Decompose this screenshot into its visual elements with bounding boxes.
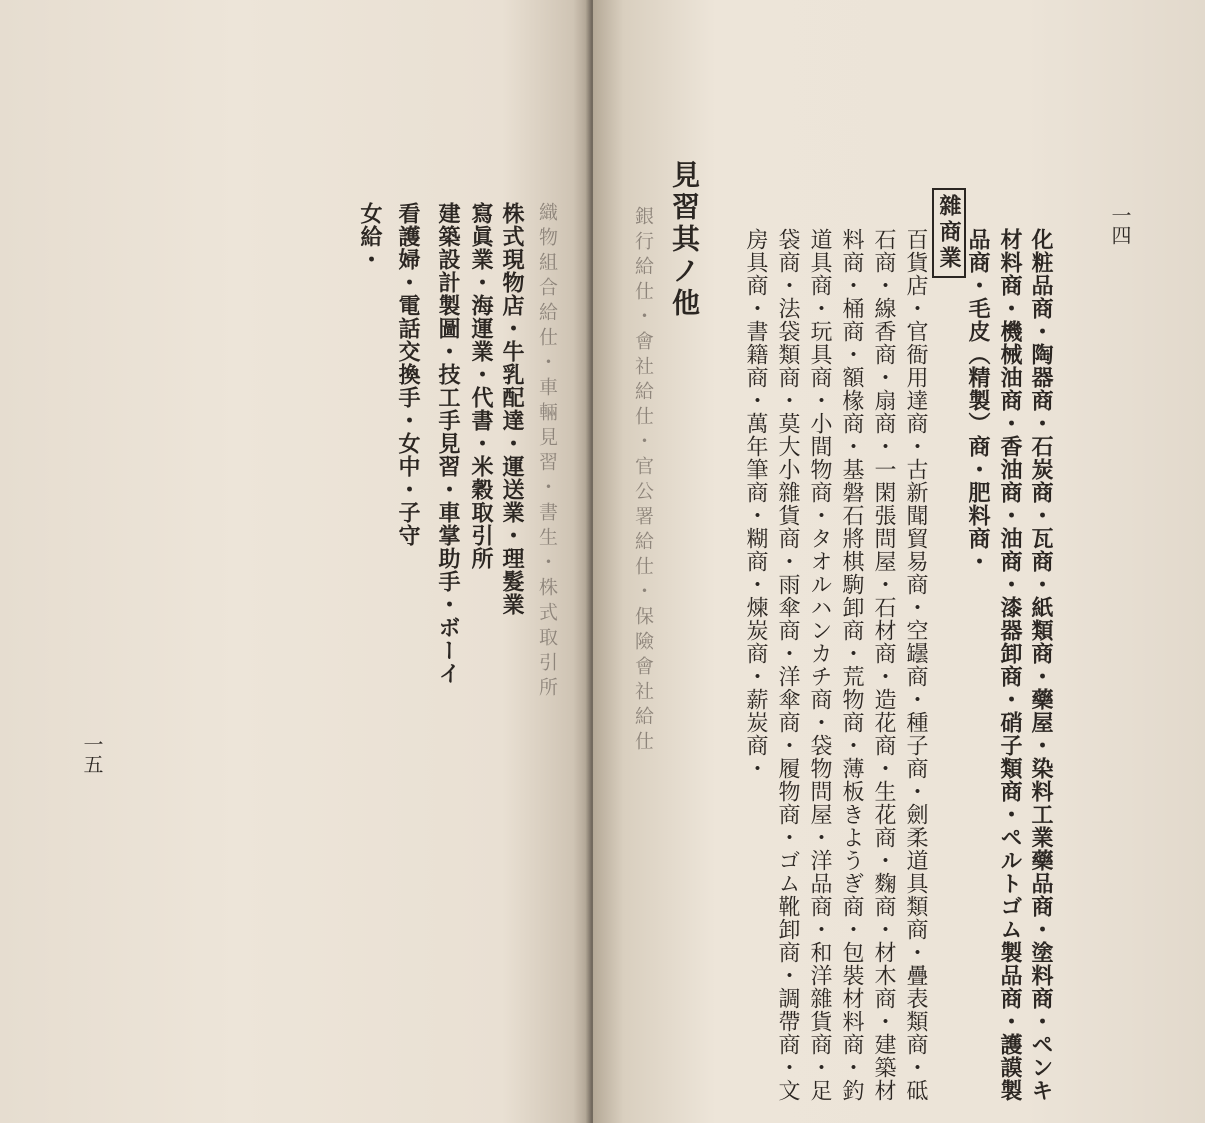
right-column-3: 品商・毛皮（精製）商・肥料商・ (965, 228, 991, 573)
section-column-3: 料商・桶商・額椽商・基磐石將棋駒卸商・荒物商・薄板きようぎ商・包裝材料商・釣 (839, 228, 864, 1102)
page-number-left: 一五 (80, 734, 104, 774)
section-heading: 見習其ノ他 (668, 160, 701, 320)
section-label-box: 雜商業 (932, 188, 966, 278)
right-page (593, 0, 1205, 1123)
left-column-4: 看護婦・電話交換手・女中・子守 (395, 202, 421, 547)
page-number-right: 一四 (1108, 205, 1132, 245)
section-column-6: 房具商・書籍商・萬年筆商・糊商・煉炭商・薪炭商・ (743, 228, 768, 780)
right-faint-column: 銀行給仕・會社給仕・官公署給仕・保險會社給仕 (632, 206, 654, 756)
left-column-3: 建築設計製圖・技工手見習・車掌助手・ボーイ (435, 202, 461, 685)
left-column-5: 女給・ (357, 202, 383, 271)
right-column-1: 化粧品商・陶器商・石炭商・瓦商・紙類商・藥屋・染料工業藥品商・塗料商・ペンキ (1028, 228, 1054, 1102)
section-column-5: 袋商・法袋類商・莫大小雜貨商・雨傘商・洋傘商・履物商・ゴム靴卸商・調帶商・文 (775, 228, 800, 1102)
section-column-4: 道具商・玩具商・小間物商・タオルハンカチ商・袋物問屋・洋品商・和洋雜貨商・足 (807, 228, 832, 1102)
left-faint-column: 織物組合給仕・車輛見習・書生・株式取引所 (536, 202, 558, 702)
section-column-1: 百貨店・官衙用達商・古新聞貿易商・空罎商・種子商・劍柔道具類商・疊表類商・砥 (903, 228, 928, 1102)
right-column-2: 材料商・機械油商・香油商・油商・漆器卸商・硝子類商・ペルトゴム製品商・護謨製 (997, 228, 1023, 1102)
section-column-2: 石商・線香商・扇商・一閑張問屋・石材商・造花商・生花商・麴商・材木商・建築材 (871, 228, 896, 1102)
left-column-2: 寫眞業・海運業・代書・米穀取引所 (468, 202, 494, 570)
left-page (0, 0, 591, 1123)
left-column-1: 株式現物店・牛乳配達・運送業・理髮業 (499, 202, 525, 616)
